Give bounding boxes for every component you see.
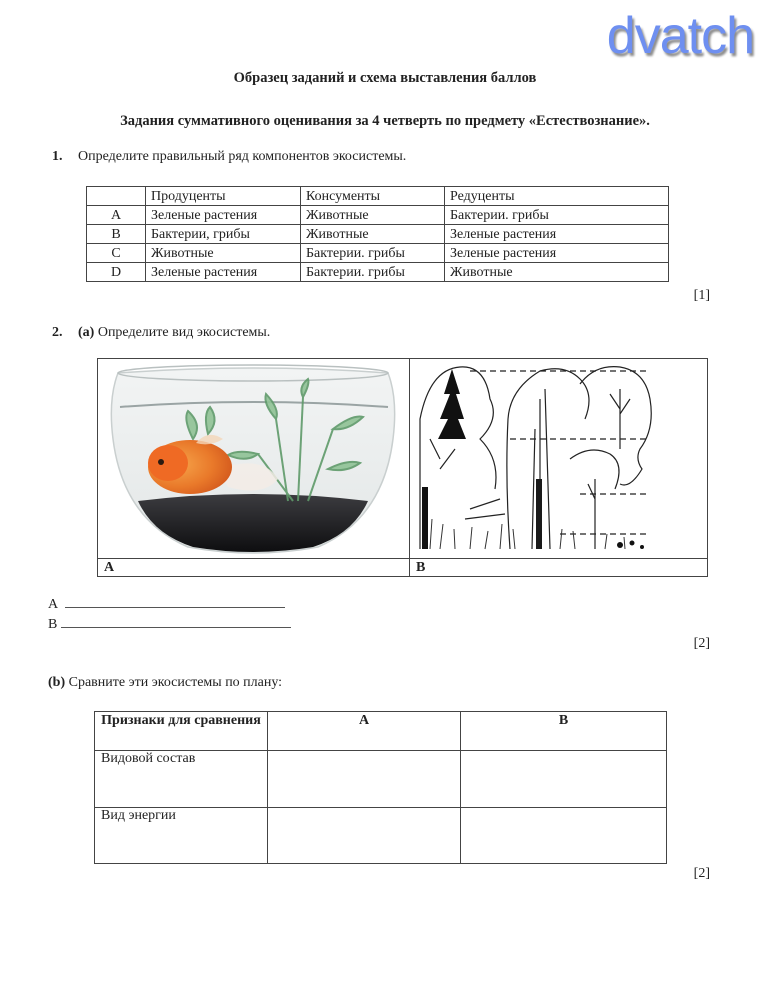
table-header-cell: Редуценты [445,187,669,206]
table-row [95,808,667,864]
table-cell: Зеленые растения [445,244,669,263]
table-cell: Животные [301,225,445,244]
table-cell: Бактерии. грибы [301,244,445,263]
answer-a [48,597,285,613]
answer-cell[interactable] [268,751,461,808]
page-title: Образец заданий и схема выставления баллов [233,70,537,86]
table-header-cell [87,187,146,206]
ecosystem-components-table [86,186,669,282]
table-cell: Бактерии. грибы [445,206,669,225]
table-cell: Животные [146,244,301,263]
question-2b [48,675,282,691]
question-text: Определите вид экосистемы. [97,325,271,340]
criterion-cell: Вид энергии [95,808,268,864]
table-row [95,751,667,808]
part-label: (b) [48,675,66,690]
answer-cell[interactable] [461,808,667,864]
table-cell: Зеленые растения [146,263,301,282]
table-header-cell: A [268,712,461,751]
question-2a [52,325,270,341]
answer-label: A [48,597,58,612]
score-q2a: [2] [693,636,710,651]
image-label-a: A [104,560,115,575]
image-label-row [98,558,707,577]
table-cell: Зеленые растения [445,225,669,244]
table-row [87,263,669,282]
part-label: (a) [78,325,95,340]
aquarium-goldfish-image [98,359,409,558]
answer-cell[interactable] [268,808,461,864]
score-q1: [1] [693,288,710,303]
image-cell-a [98,359,410,558]
table-header-cell: Консументы [301,187,445,206]
answer-cell[interactable] [461,751,667,808]
score-q2b: [2] [693,866,710,881]
question-text: Определите правильный ряд компонентов экосистемы. [78,149,407,164]
option-label: D [87,263,146,282]
table-header-row [87,187,669,206]
image-label-b: B [416,560,426,575]
question-number: 2. [52,325,63,340]
table-row [87,206,669,225]
option-label: A [87,206,146,225]
question-text: Сравните эти экосистемы по плану: [68,675,283,690]
comparison-table [94,711,667,864]
criterion-cell: Видовой состав [95,751,268,808]
answer-b [48,617,291,633]
image-cell-b [410,359,707,558]
table-cell: Бактерии, грибы [146,225,301,244]
page-subtitle: Задания суммативного оценивания за 4 четверть по предмету «Естествознание». [120,113,650,129]
table-row [87,244,669,263]
table-row [87,225,669,244]
table-cell: Животные [445,263,669,282]
forest-sketch-image [410,359,707,558]
cell-divider [409,559,410,577]
table-cell: Животные [301,206,445,225]
watermark-logo: dvatch [606,7,754,65]
question-1 [52,149,406,165]
question-number: 1. [52,149,63,164]
answer-label: B [48,617,58,632]
table-header-cell: Признаки для сравнения [95,712,268,751]
answer-b-input[interactable] [61,627,291,628]
table-header-row [95,712,667,751]
answer-a-input[interactable] [65,607,285,608]
table-cell: Зеленые растения [146,206,301,225]
table-cell: Бактерии. грибы [301,263,445,282]
option-label: B [87,225,146,244]
table-header-cell: Продуценты [146,187,301,206]
table-header-cell: B [461,712,667,751]
ecosystem-images-table [97,358,708,577]
option-label: C [87,244,146,263]
